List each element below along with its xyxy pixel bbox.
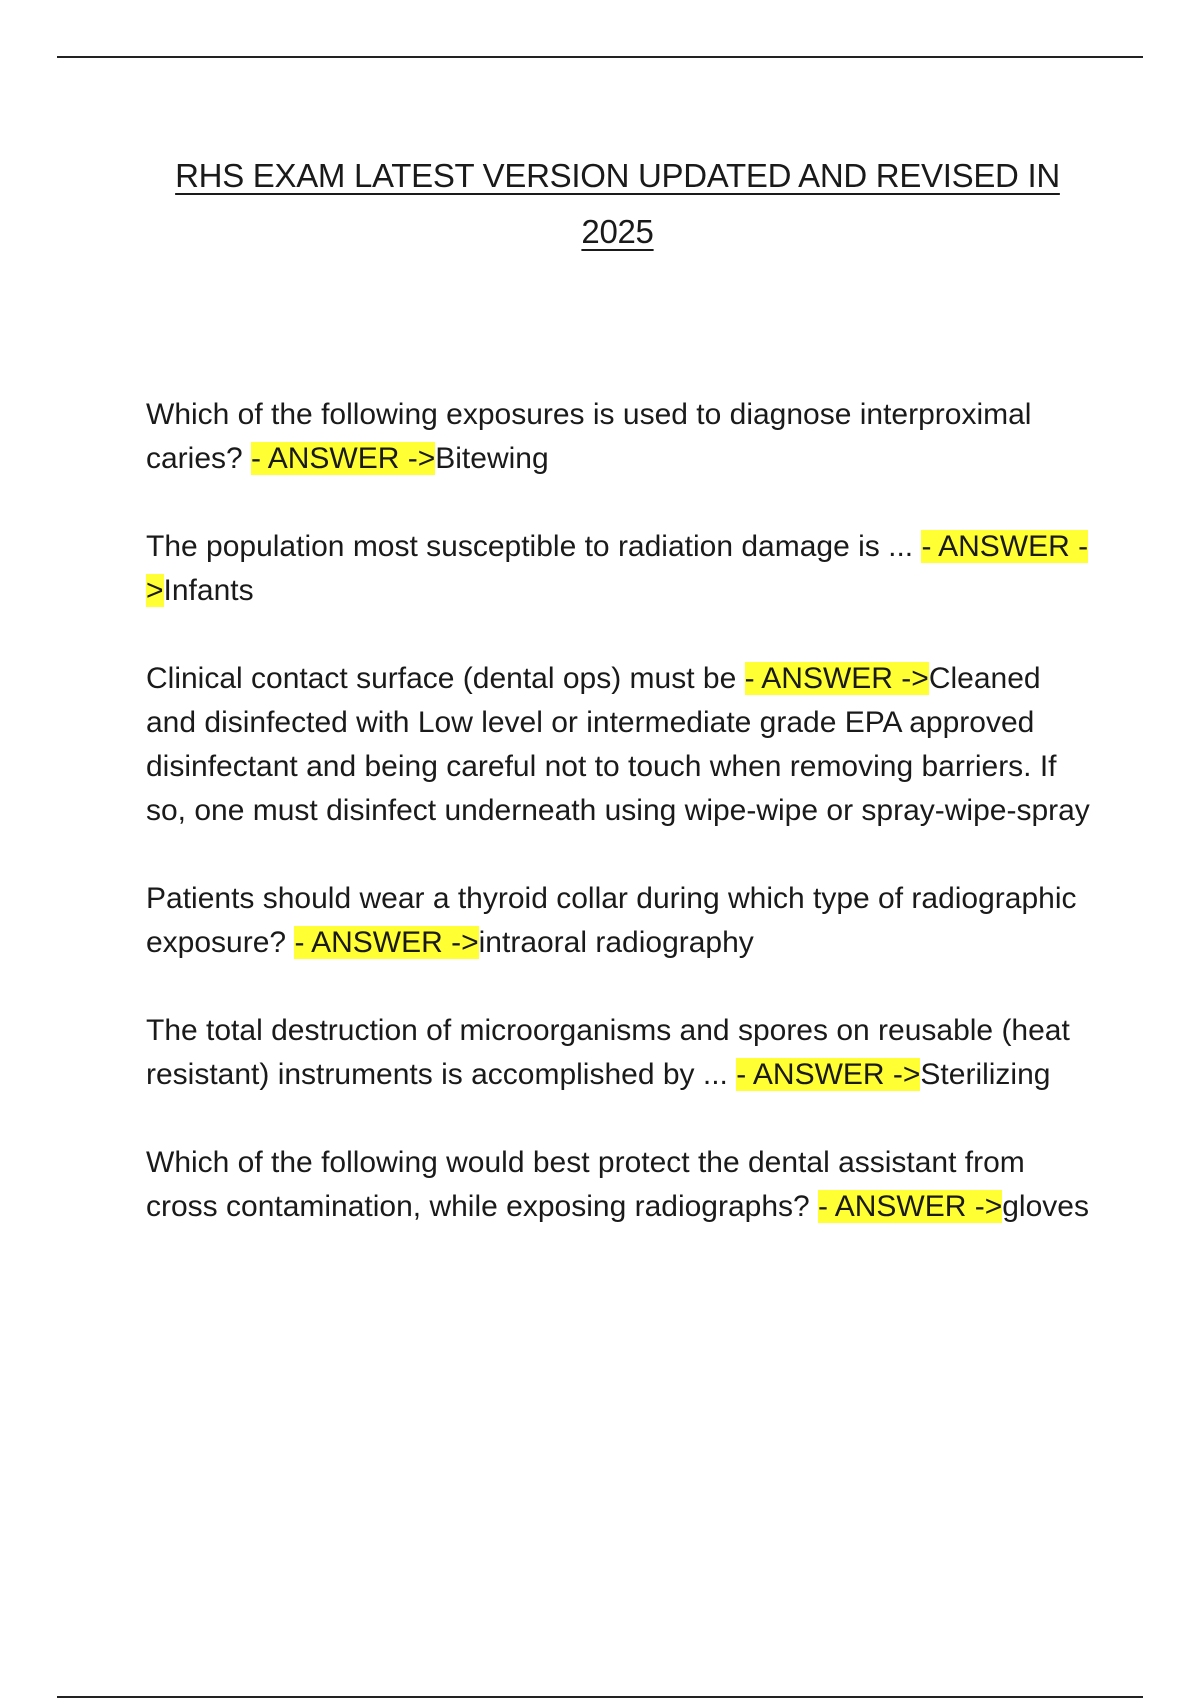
question-text: The total destruction of microorganisms and spores on reusable (heat resistant) instruments is accomplished by ...	[146, 1014, 1070, 1091]
answer-marker: - ANSWER ->	[736, 1058, 921, 1091]
footer-rule	[57, 1696, 1143, 1698]
question-text: The population most susceptible to radiation damage is ...	[146, 530, 922, 563]
qa-item-4	[146, 877, 1096, 965]
answer-marker: - ANSWER ->	[294, 926, 479, 959]
answer-text: intraoral radiography	[478, 926, 754, 959]
question-text: Which of the following would best protect the dental assistant from cross contamination, while exposing radiographs?	[146, 1146, 1025, 1223]
answer-marker: - ANSWER ->	[251, 442, 436, 475]
document-title: RHS EXAM LATEST VERSION UPDATED AND REVISED IN 2025	[175, 157, 1060, 250]
answer-marker: - ANSWER ->	[146, 530, 1089, 607]
qa-item-1	[146, 393, 1096, 481]
qa-item-5	[146, 1009, 1096, 1097]
question-text: Patients should wear a thyroid collar during which type of radiographic exposure?	[146, 882, 1077, 959]
answer-text: Cleaned and disinfected with Low level or intermediate grade EPA approved disinfectant and being careful not to touch when removing barriers. If so, one must disinfect underneath using wipe-wipe or spray-wipe-spray	[146, 662, 1090, 827]
header-rule	[57, 56, 1143, 58]
answer-text: Bitewing	[435, 442, 549, 475]
question-text: Clinical contact surface (dental ops) must be	[146, 662, 745, 695]
answer-marker: - ANSWER ->	[818, 1190, 1003, 1223]
qa-item-2	[146, 525, 1096, 613]
question-text: Which of the following exposures is used to diagnose interproximal caries?	[146, 398, 1032, 475]
question-list	[146, 393, 1096, 1273]
answer-text: Infants	[163, 574, 254, 607]
qa-item-6	[146, 1141, 1096, 1229]
answer-text: gloves	[1002, 1190, 1089, 1223]
qa-item-3	[146, 657, 1096, 833]
answer-text: Sterilizing	[920, 1058, 1051, 1091]
answer-marker: - ANSWER ->	[744, 662, 929, 695]
